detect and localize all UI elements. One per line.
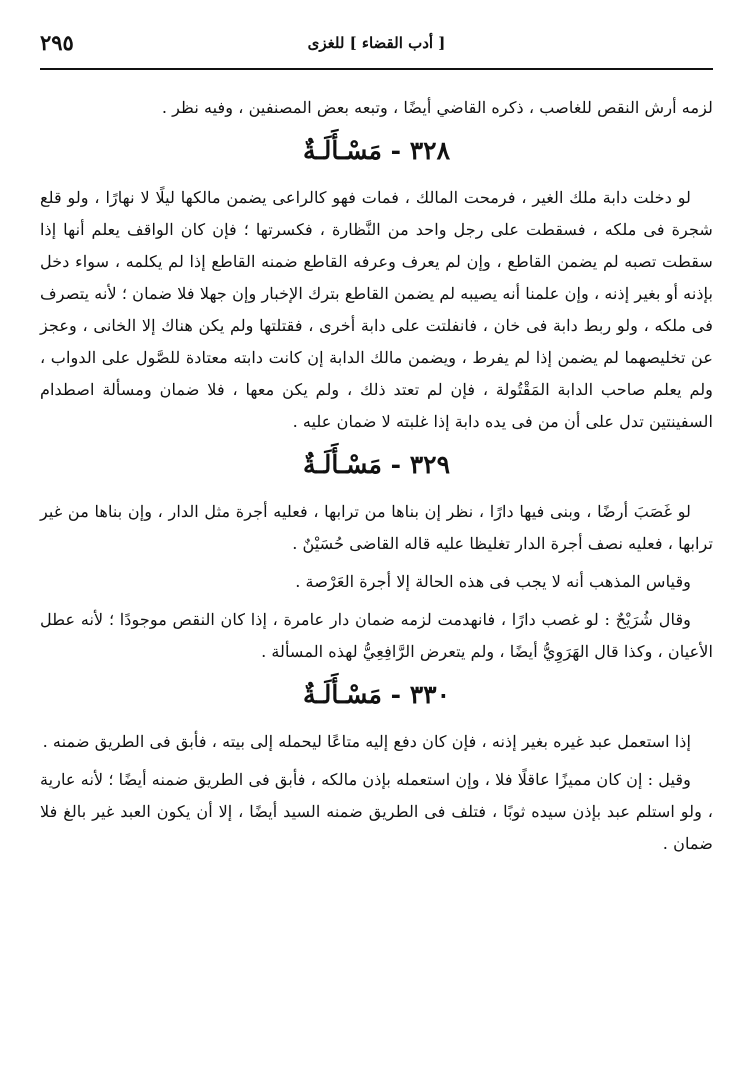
paragraph-issue-330-b: وقيل : إن كان مميزًا عاقلًا فلا ، وإن استعمله بإذن مالكه ، فأبق فى الطريق ضمنه أيضًا ؛ لأنه عارية ، ولو استلم عبد بإذن سيده ثوبًا ، فتلف فى الطريق ضمنه السيد أيضًا ، إلا أن يكون العبد غير بالغ فلا ضمان . xyxy=(40,770,713,853)
page-number: ٢٩٥ xyxy=(40,30,74,55)
paragraph-issue-328: لو دخلت دابة ملك الغير ، فرمحت المالك ، فمات فهو كالراعى يضمن مالكها ليلًا لا نهارًا ، ولو قلع شجرة فى ملكه ، فسقطت على رجل واحد من النَّظارة ، فكسرتها ؛ فإن كان الواقف يعلم أنها إذا سقطت تصبه لم يضمن القاطع ، وإن لم يعرف وعرفه القاطع ضمنه القاطع إذا لم يكلمه ، سواء دخل بإذنه أو بغير إذنه ، وإن علمنا أنه يصيبه لم يضمن القاطع بترك الإخبار وإن جهلا فلا ضمان ؛ لأنه يتصرف فى ملكه ، ولو ربط دابة فى خان ، فانفلتت على دابة أخرى ، فقتلتها ولم يكن هناك إلا الخانى ، وعجز عن تخليصهما لم يضمن إذا لم يفرط ، ويضمن مالك الدابة إن كانت دابته معتادة للصَّول على الدواب ، ولم يعلم صاحب الدابة المَقْتُولة ، فإن لم تعتد ذلك ، ولم يكن معها ، فلا ضمان ومسألة اصطدام السفينتين تدل على أن من فى يده دابة إذا غلبته لا ضمان عليه . xyxy=(40,188,713,431)
paragraph-issue-329-a: لو غَصَبَ أرضًا ، وبنى فيها دارًا ، نظر إن بناها من ترابها ، فعليه أجرة مثل الدار ، وإن بناها من غير ترابها ، فعليه نصف أجرة الدار تغليظا عليه قاله القاضى حُسَيْنٌ . xyxy=(40,502,713,553)
paragraph-issue-329-c: وقال شُرَيْحٌ : لو غصب دارًا ، فانهدمت لزمه ضمان دار عامرة ، إذا كان النقص موجودًا ؛ لأنه عطل الأعيان ، وكذا قال الهَرَوِيُّ أيضًا ، ولم يتعرض الرَّافِعِيُّ لهذه المسألة . xyxy=(40,610,713,661)
header-title: [ أدب القضاء ] للغزى xyxy=(307,34,446,52)
running-header xyxy=(40,28,713,70)
issue-heading-329: ٣٢٩ - مَسْـأَلَـةٌ xyxy=(302,450,451,479)
paragraph-issue-329-b: وقياس المذهب أنه لا يجب فى هذه الحالة إلا أجرة العَرْصة . xyxy=(295,572,691,591)
issue-heading-330: ٣٣٠ - مَسْـأَلَـةٌ xyxy=(302,680,451,709)
paragraph-continuation: لزمه أرش النقص للغاصب ، ذكره القاضي أيضًا ، وتبعه بعض المصنفين ، وفيه نظر . xyxy=(161,98,713,117)
body-text xyxy=(40,92,713,860)
issue-heading-328: ٣٢٨ - مَسْـأَلَـةٌ xyxy=(302,136,451,165)
paragraph-issue-330-a: إذا استعمل عبد غيره بغير إذنه ، فإن كان دفع إليه متاعًا ليحمله إلى بيته ، فأبق فى الطريق ضمنه . xyxy=(42,732,691,751)
